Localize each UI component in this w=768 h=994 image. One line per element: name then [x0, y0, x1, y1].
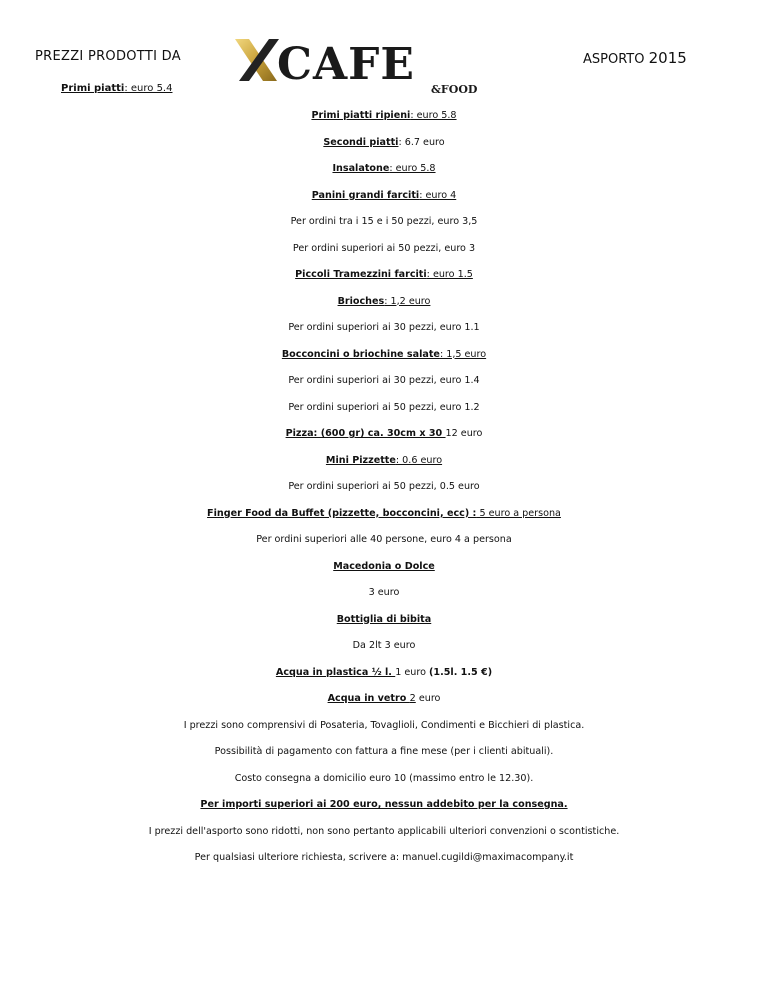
price-line-text: Per ordini superiori ai 50 pezzi, euro 1.2	[288, 401, 480, 413]
price-line-text: Bocconcini o briochine salate	[281, 348, 440, 360]
price-line-text: : 6.7 euro	[398, 136, 445, 148]
price-line	[0, 667, 768, 678]
price-line	[0, 481, 768, 492]
price-line	[0, 773, 768, 784]
price-line	[0, 746, 768, 757]
header-right-year: 2015	[648, 49, 687, 67]
header-right-title	[583, 49, 687, 67]
price-line-text: Finger Food da Buffet (pizzette, bocconcini, ecc) :	[207, 507, 477, 519]
svg-text:CAFE: CAFE	[277, 39, 415, 90]
price-line	[0, 720, 768, 731]
price-line	[0, 799, 768, 810]
price-line-text: Per ordini superiori ai 30 pezzi, euro 1.4	[288, 375, 480, 386]
price-line	[0, 455, 768, 466]
price-line-text: : 0.6 euro	[395, 454, 443, 466]
header-left-title: PREZZI PRODOTTI DA	[35, 49, 181, 64]
price-line-text: : euro 5.8	[410, 110, 457, 121]
price-line-text: I prezzi sono comprensivi di Posateria, Tovaglioli, Condimenti e Bicchieri di plastica.	[183, 719, 585, 731]
price-line	[0, 614, 768, 625]
price-line	[0, 561, 768, 572]
price-line	[0, 269, 768, 280]
price-line-text: euro	[415, 693, 441, 704]
price-line-text: : 1,5 euro	[439, 348, 487, 360]
price-line-text: 12 euro	[445, 428, 483, 439]
price-line-text: Per ordini superiori ai 50 pezzi, 0.5 euro	[288, 481, 480, 492]
primi-piatti-price: : euro 5.4	[124, 83, 173, 94]
price-line	[0, 587, 768, 598]
price-line	[0, 216, 768, 227]
price-line	[0, 322, 768, 333]
svg-text:&FOOD: &FOOD	[431, 83, 478, 95]
price-line	[0, 243, 768, 254]
price-line-text: Insalatone	[332, 163, 390, 174]
price-line-text: Macedonia o Dolce	[333, 560, 435, 572]
price-line	[0, 852, 768, 863]
price-line-text: Per ordini tra i 15 e i 50 pezzi, euro 3,5	[290, 216, 478, 227]
price-line-text: 3 euro	[368, 587, 400, 598]
primi-piatti-line	[61, 83, 172, 94]
price-line-text: Costo consegna a domicilio euro 10 (massimo entro le 12.30).	[234, 772, 534, 784]
price-line	[0, 296, 768, 307]
price-line	[0, 110, 768, 121]
price-line-text: Secondi piatti	[323, 136, 399, 148]
price-line-text: Acqua in plastica ½ l.	[275, 666, 396, 678]
price-line-text: Mini Pizzette	[325, 454, 396, 466]
price-line-text: : euro 5.8	[389, 163, 436, 174]
price-line-text: Acqua in vetro	[327, 693, 410, 704]
price-line-text: Da 2lt 3 euro	[352, 640, 416, 651]
price-line-text: Per ordini superiori ai 30 pezzi, euro 1.1	[288, 322, 480, 333]
primi-piatti-label: Primi piatti	[61, 83, 125, 94]
price-line	[0, 402, 768, 413]
price-line-text: 2	[409, 693, 416, 704]
price-line-text: Primi piatti ripieni	[311, 110, 411, 121]
price-line-text: I prezzi dell'asporto sono ridotti, non sono pertanto applicabili ulteriori convenzioni o scontistiche.	[148, 825, 620, 837]
header-right-word: ASPORTO	[583, 52, 645, 67]
price-line	[0, 640, 768, 651]
price-line-text: 5 euro a persona	[476, 507, 561, 519]
price-line	[0, 375, 768, 386]
price-line	[0, 534, 768, 545]
price-line-text: Per qualsiasi ulteriore richiesta, scrivere a: manuel.cugildi@maximacompany.it	[194, 852, 574, 863]
price-line-text: : 1,2 euro	[384, 295, 431, 307]
price-line	[0, 163, 768, 174]
price-line-text: : euro 4	[419, 189, 457, 201]
price-line-text: 1 euro	[395, 666, 430, 678]
price-line	[0, 826, 768, 837]
price-line-text: Brioches	[337, 295, 385, 307]
price-line-text: (1.5l. 1.5 €)	[429, 666, 493, 678]
price-line-text: Bottiglia di bibita	[336, 613, 432, 625]
price-line-text: Per importi superiori ai 200 euro, nessun addebito per la consegna.	[200, 799, 568, 810]
xcafe-logo	[233, 37, 491, 95]
price-line	[0, 137, 768, 148]
price-line-text: Panini grandi farciti	[311, 189, 420, 201]
price-line	[0, 190, 768, 201]
price-line	[0, 693, 768, 704]
price-line-text: Pizza: (600 gr) ca. 30cm x 30	[285, 428, 446, 439]
price-line-text: Per ordini superiori ai 50 pezzi, euro 3	[292, 242, 476, 254]
price-line	[0, 508, 768, 519]
price-line-text: : euro 1.5	[426, 269, 473, 280]
price-line-text: Per ordini superiori alle 40 persone, euro 4 a persona	[256, 534, 512, 545]
price-line	[0, 349, 768, 360]
price-line	[0, 428, 768, 439]
price-line-text: Possibilità di pagamento con fattura a fine mese (per i clienti abituali).	[214, 746, 554, 757]
price-line-text: Piccoli Tramezzini farciti	[295, 269, 427, 280]
